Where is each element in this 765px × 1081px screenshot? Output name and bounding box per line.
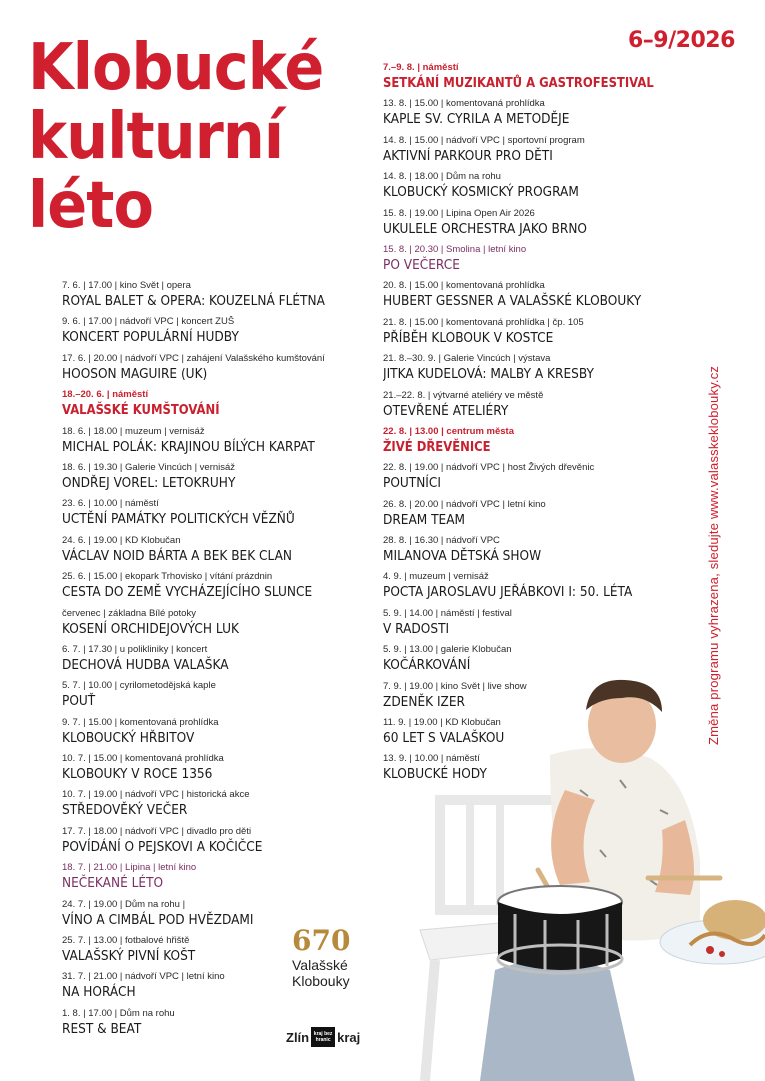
event-item xyxy=(62,680,392,716)
event-name: PO VEČERCE xyxy=(383,256,460,273)
event-item-film xyxy=(383,244,713,280)
event-name: KOSENÍ ORCHIDEJOVÝCH LUK xyxy=(62,620,239,637)
event-name: KLOBUCKÝ KOSMICKÝ PROGRAM xyxy=(383,184,579,201)
event-meta: 21. 8. | 15.00 | komentovaná prohlídka | čp. 105 xyxy=(383,316,584,328)
event-meta: 20. 8. | 15.00 | komentovaná prohlídka xyxy=(383,280,545,292)
event-name: JITKA KUDELOVÁ: MALBY A KRESBY xyxy=(383,366,594,383)
event-item xyxy=(383,390,713,426)
event-name: PŘÍBĚH KLOBOUK V KOSTCE xyxy=(383,329,554,346)
event-name: AKTIVNÍ PARKOUR PRO DĚTI xyxy=(383,147,553,164)
event-name: MICHAL POLÁK: KRAJINOU BÍLÝCH KARPAT xyxy=(62,438,315,455)
event-item xyxy=(383,280,713,316)
event-meta: 13. 8. | 15.00 | komentovaná prohlídka xyxy=(383,98,545,110)
event-meta: 5. 9. | 14.00 | náměstí | festival xyxy=(383,607,512,619)
event-name: KOČÁRKOVÁNÍ xyxy=(383,657,471,674)
event-name: KLOBUCKÉ HODY xyxy=(383,766,487,783)
event-item xyxy=(62,789,392,825)
event-meta: červenec | základna Bílé potoky xyxy=(62,607,196,619)
event-name: VÁCLAV NOID BÁRTA A BEK BEK CLAN xyxy=(62,547,292,564)
event-name: POCTA JAROSLAVU JEŘÁBKOVI I: 50. LÉTA xyxy=(383,584,633,601)
event-meta: 26. 8. | 20.00 | nádvoří VPC | letní kino xyxy=(383,498,546,510)
title-line-2: kulturní xyxy=(28,100,284,174)
event-meta: 15. 8. | 20.30 | Smolina | letní kino xyxy=(383,243,527,255)
event-meta: 14. 8. | 18.00 | Dům na rohu xyxy=(383,171,501,183)
event-meta: 5. 9. | 13.00 | galerie Klobučan xyxy=(383,644,512,656)
event-item xyxy=(383,608,713,644)
anniversary-line-1: Valašské xyxy=(292,957,348,973)
event-item xyxy=(383,499,713,535)
event-name: V RADOSTI xyxy=(383,620,450,637)
event-item xyxy=(62,535,392,571)
event-item xyxy=(62,280,392,316)
event-name: KLOBOUCKÝ HŘBITOV xyxy=(62,729,195,746)
event-meta: 21. 8.–30. 9. | Galerie Vincúch | výstava xyxy=(383,353,551,365)
event-item xyxy=(62,353,392,389)
event-meta: 9. 7. | 15.00 | komentovaná prohlídka xyxy=(62,716,219,728)
anniversary-line-2: Klobouky xyxy=(292,973,350,989)
event-item-highlight xyxy=(383,426,713,462)
event-name: DREAM TEAM xyxy=(383,511,466,528)
event-name: POUŤ xyxy=(62,693,96,710)
event-name: DECHOVÁ HUDBA VALAŠKA xyxy=(62,656,229,673)
event-item xyxy=(62,498,392,534)
event-item xyxy=(62,644,392,680)
event-name: OTEVŘENÉ ATELIÉRY xyxy=(383,402,509,419)
event-name: VALAŠSKÉ KUMŠTOVÁNÍ xyxy=(62,402,220,419)
event-item-highlight xyxy=(62,389,392,425)
event-meta: 21.–22. 8. | výtvarné ateliéry ve městě xyxy=(383,389,544,401)
anniversary-logo xyxy=(292,925,350,989)
event-item xyxy=(383,135,713,171)
event-name: KAPLE SV. CYRILA A METODĚJE xyxy=(383,111,570,128)
zlin-logo-right: kraj xyxy=(337,1029,361,1045)
event-meta: 22. 8. | 19.00 | nádvoří VPC | host Živých dřevěnic xyxy=(383,462,595,474)
event-item xyxy=(383,208,713,244)
zlin-logo-left: Zlín xyxy=(286,1029,310,1045)
event-name: UKULELE ORCHESTRA JAKO BRNO xyxy=(383,220,587,237)
event-meta: 25. 6. | 15.00 | ekopark Trhovisko | vítání prázdnin xyxy=(62,571,273,583)
event-item xyxy=(62,717,392,753)
event-name: VALAŠSKÝ PIVNÍ KOŠT xyxy=(62,948,196,965)
event-item xyxy=(62,462,392,498)
event-meta: 18. 6. | 19.30 | Galerie Vincúch | vernisáž xyxy=(62,461,236,473)
event-name: POVÍDÁNÍ O PEJSKOVI A KOČIČCE xyxy=(62,838,263,855)
event-meta: 13. 9. | 10.00 | náměstí xyxy=(383,753,480,765)
event-meta: 11. 9. | 19.00 | KD Klobučan xyxy=(383,717,501,729)
drummer-photo xyxy=(400,670,765,1081)
title-line-1: Klobucké xyxy=(28,31,324,105)
event-item xyxy=(383,571,713,607)
event-name: CESTA DO ZEMĚ VYCHÁZEJÍCÍHO SLUNCE xyxy=(62,584,313,601)
event-item xyxy=(62,608,392,644)
event-meta: 24. 6. | 19.00 | KD Klobučan xyxy=(62,534,181,546)
event-meta: 15. 8. | 19.00 | Lipina Open Air 2026 xyxy=(383,207,535,219)
event-meta: 7. 6. | 17.00 | kino Svět | opera xyxy=(62,280,191,291)
event-name: HUBERT GESSNER A VALAŠSKÉ KLOBOUKY xyxy=(383,293,642,310)
event-name: POUTNÍCI xyxy=(383,475,441,492)
event-meta: 28. 8. | 16.30 | nádvoří VPC xyxy=(383,535,500,547)
event-meta: 7. 9. | 19.00 | kino Svět | live show xyxy=(383,680,527,692)
event-meta: 4. 9. | muzeum | vernisáž xyxy=(383,571,489,583)
event-item xyxy=(383,171,713,207)
event-item xyxy=(383,353,713,389)
event-name: REST & BEAT xyxy=(62,1020,142,1037)
event-item xyxy=(383,462,713,498)
event-item xyxy=(62,426,392,462)
event-name: ZDENĚK IZER xyxy=(383,693,465,710)
event-name: VÍNO A CIMBÁL POD HVĚZDAMI xyxy=(62,911,254,928)
event-meta: 18. 7. | 21.00 | Lipina | letní kino xyxy=(62,862,197,874)
zlin-region-logo xyxy=(286,1027,360,1047)
event-name: MILANOVA DĚTSKÁ SHOW xyxy=(383,548,542,565)
event-meta: 9. 6. | 17.00 | nádvoří VPC | koncert ZUŠ xyxy=(62,316,235,328)
title-line-3: léto xyxy=(28,169,154,243)
event-meta: 7.–9. 8. | náměstí xyxy=(383,62,459,73)
event-meta: 22. 8. | 13.00 | centrum města xyxy=(383,425,514,437)
event-name: KONCERT POPULÁRNÍ HUDBY xyxy=(62,329,239,346)
event-meta: 17. 6. | 20.00 | nádvoří VPC | zahájení Valašského kumštování xyxy=(62,352,325,364)
poster-title xyxy=(28,31,324,243)
program-change-note: Změna programu vyhrazena, sledujte www.valasskeklobouky.cz xyxy=(706,365,721,745)
event-meta: 6. 7. | 17.30 | u polikliniky | koncert xyxy=(62,643,208,655)
season-dates: 6–9/2026 xyxy=(628,28,735,53)
event-name: NA HORÁCH xyxy=(62,984,136,1001)
event-meta: 18.–20. 6. | náměstí xyxy=(62,389,149,401)
event-item-film xyxy=(62,862,392,898)
event-name: ONDŘEJ VOREL: LETOKRUHY xyxy=(62,474,236,491)
event-name: NEČEKANÉ LÉTO xyxy=(62,875,164,892)
event-item xyxy=(62,753,392,789)
event-item xyxy=(62,316,392,352)
event-meta: 1. 8. | 17.00 | Dům na rohu xyxy=(62,1007,175,1019)
event-meta: 10. 7. | 19.00 | nádvoří VPC | historická akce xyxy=(62,789,250,801)
event-meta: 18. 6. | 18.00 | muzeum | vernisáž xyxy=(62,425,205,437)
event-item xyxy=(383,317,713,353)
event-name: SETKÁNÍ MUZIKANTŮ A GASTROFESTIVAL xyxy=(383,75,654,91)
event-item-highlight xyxy=(383,62,713,98)
event-name: STŘEDOVĚKÝ VEČER xyxy=(62,802,188,819)
event-name: HOOSON MAGUIRE (UK) xyxy=(62,365,208,382)
event-item xyxy=(62,826,392,862)
event-name: 60 LET S VALAŠKOU xyxy=(383,730,505,747)
zlin-logo-box: kraj bez hranic xyxy=(311,1027,335,1047)
event-meta: 5. 7. | 10.00 | cyrilometodějská kaple xyxy=(62,680,216,692)
event-meta: 24. 7. | 19.00 | Dům na rohu | xyxy=(62,898,186,910)
event-meta: 25. 7. | 13.00 | fotbalové hřiště xyxy=(62,935,190,947)
event-item xyxy=(383,535,713,571)
event-name: ŽIVÉ DŘEVĚNICE xyxy=(383,438,491,455)
event-meta: 17. 7. | 18.00 | nádvoří VPC | divadlo pro děti xyxy=(62,825,252,837)
event-item xyxy=(383,98,713,134)
event-meta: 10. 7. | 15.00 | komentovaná prohlídka xyxy=(62,753,224,765)
event-item xyxy=(62,571,392,607)
event-name: KLOBOUKY V ROCE 1356 xyxy=(62,766,213,783)
event-meta: 31. 7. | 21.00 | nádvoří VPC | letní kino xyxy=(62,971,225,983)
anniversary-number: 670 xyxy=(292,924,351,957)
event-name: UCTĚNÍ PAMÁTKY POLITICKÝCH VĚZŇŮ xyxy=(62,511,295,528)
event-meta: 14. 8. | 15.00 | nádvoří VPC | sportovní program xyxy=(383,134,585,146)
event-name: ROYAL BALET & OPERA: KOUZELNÁ FLÉTNA xyxy=(62,293,325,309)
event-meta: 23. 6. | 10.00 | náměstí xyxy=(62,498,159,510)
